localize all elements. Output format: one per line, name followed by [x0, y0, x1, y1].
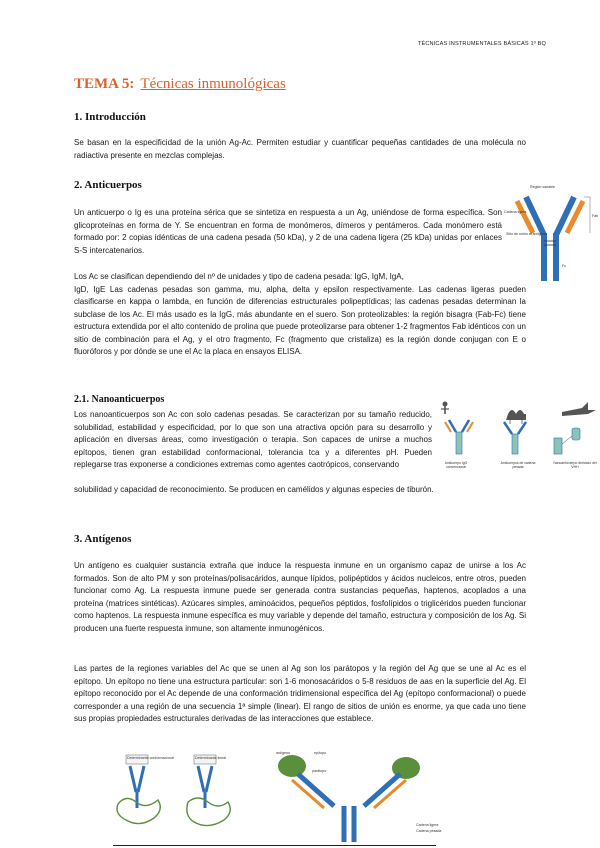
conformational-antibody-icon — [130, 766, 144, 808]
antigenos-paragraph-1: Un antígeno es cualquier sustancia extraña que induce la respuesta inmune en un organismo capaz de unirse a los Ac formados. Son de alto PM y son proteínas/polisacáridos, aunque lípidos, polipéptidos y ácidos nucleicos, entre otros, pueden funcionar como Ag. La respuesta inmune puede ser generada contra sustancias pequeñas, haptenos, acoplados a una proteína (matrices sintéticas). Azúcares simples, aminoácidos, pequeños péptidos, fosfolípidos o triglicéridos pueden funcionar como haptenos. La respuesta inmune específica es muy variable y depende del tamaño, estructura y composición de los Ag. Si producen una fuerte respuesta inmune, son altamente inmunogénicos. — [74, 561, 526, 633]
paratope-label-epitope: epítopo — [314, 751, 326, 755]
anticuerpos-paragraph-2a: Los Ac se clasifican dependiendo del nº de unidades y tipo de cadena pesada: IgG, IgM, IgA, — [74, 272, 404, 281]
antibody-label-light: Cadena ligera — [504, 210, 527, 214]
antibody-label-variable: Región variable — [530, 185, 555, 189]
paratope-heavy-chain-icon — [298, 774, 400, 842]
vhh-nanobody-icon — [554, 428, 580, 454]
nano-caption-igg: Anticuerpo IgG convencional — [444, 461, 468, 469]
antigenos-heading: 3. Antígenos — [74, 533, 132, 545]
conformational-antigen-icon — [117, 798, 160, 823]
anticuerpos-paragraph-2b: IgD, IgE Las cadenas pesadas son gamma, mu, alpha, delta y epsilon respectivamente. Las cadenas ligeras pueden clasificarse en kappa o lambda, en función de diferencias estructurales polipeptídicas; las cadenas pesadas determinan la subclase de los Ac. El más usado es la IgG, más abundante en el suero. Son proteolizables: la región bisagra (Fab-Fc) tiene estructura extendida por el alto contenido de prolina que puede proteolizarse para obtener 1-2 fragmentos Fab idénticos con un sitio de combinación para el Ag, y el otro fragmento, Fc (fragmento que cristaliza) es la región donde conjugan con E o fluoróforos y por dónde se une el Ac la placa en ensayos ELISA. — [74, 284, 526, 356]
conventional-igg-icon — [445, 420, 473, 454]
heavy-chain-antibody-icon — [504, 422, 526, 454]
paratope-figure — [274, 748, 444, 842]
epitope-label-conformational: Determinante conformacional — [127, 756, 174, 760]
title-number: TEMA 5: — [74, 76, 135, 92]
running-header: TÉCNICAS INSTRUMENTALES BÁSICAS 1º BQ — [417, 41, 546, 47]
antibody-structure-figure — [500, 183, 600, 291]
human-silhouette-icon — [441, 402, 449, 415]
antibody-label-site: Sitio de unión al antígeno — [506, 232, 547, 236]
antibody-label-fc: Fc — [562, 264, 566, 268]
antibody-heavy-chains — [526, 197, 574, 281]
epitope-types-figure — [112, 752, 262, 836]
linear-antibody-icon — [198, 766, 212, 808]
paratope-label-paratope: parátopo — [312, 769, 327, 773]
bottom-divider — [113, 845, 436, 846]
nano-heading: 2.1. Nanoanticuerpos — [74, 394, 165, 405]
title-name: Técnicas inmunológicas — [140, 76, 286, 92]
linear-antigen-icon — [187, 798, 230, 826]
nano-paragraph-2: solubilidad y capacidad de reconocimiento. Se producen en camélidos y algunas especies de tiburón. — [74, 485, 434, 494]
shark-silhouette-icon — [562, 402, 596, 416]
intro-text: Se basan en la especificidad de la unión Ag-Ac. Permiten estudiar y cuantificar pequeñas cantidades de una molécula no radiactiva presente en mezclas complejas. — [74, 138, 526, 160]
nano-caption-heavy: Anticuerpos de cadena pesada — [500, 461, 536, 469]
anticuerpos-paragraph-1: Un anticuerpo o Ig es una proteína sérica que se sintetiza en respuesta a un Ag, uniéndose de forma específica. Son glicoproteínas en forma de Y. Se encuentran en forma de monómeros, dímeros y pentámeros. Cada monómero está formado por: 2 copias idénticas de una cadena pesada (50 kDa), y 2 de una cadena ligera (25 kDa) unidas por enlaces S-S intercatenarios. — [74, 208, 502, 255]
antigenos-paragraph-2: Las partes de la regiones variables del Ac que se unen al Ag son los parátopos y la región del Ag que se une al Ac es el epítopo. Un epítopo no tiene una estructura particular: son 1-6 monosacáridos o 5-8 residuos de aas en la superficie del Ag. El epítopo reconocido por el Ac depende de una conformación tridimensional específica del Ag (epítopo conformacional) o puede corresponder a una región de una secuencia 1ª simple (linear). El rango de sitios de unión es enorme, ya que cada uno tiene sus propias propiedades estructurales derivadas de las interacciones que establece. — [74, 664, 526, 723]
nanobody-figure — [436, 398, 600, 470]
nano-caption-vhh: Nanoanticuerpo derivado del VHH — [553, 461, 597, 469]
antibody-label-fab: Fab — [592, 214, 599, 218]
nano-paragraph-1: Los nanoanticuerpos son Ac con solo cadenas pesadas. Se caracterizan por su tamaño reducido, solubilidad, estabilidad y especificidad, por lo que son una atractiva opción para su desarrollo y aplicación en diversas áreas, como investigación o terapia. Son capaces de unirse a muchos epítopos, tienen gran estabilidad conformacional, tolerancia tca y a diferentes pH. Pueden replegarse tras exponerse a condiciones extremas como agentes caotrópicos, conservando — [74, 410, 432, 469]
paratope-label-light: Cadena ligera — [416, 823, 439, 827]
camel-silhouette-icon — [506, 410, 526, 424]
paratope-label-antigen: antígeno — [276, 751, 290, 755]
epitope-label-linear: Determinante lineal — [195, 756, 226, 760]
paratope-label-heavy: Cadena pesada — [416, 829, 442, 833]
intro-heading: 1. Introducción — [74, 111, 146, 123]
anticuerpos-heading: 2. Anticuerpos — [74, 179, 142, 191]
page-title — [74, 76, 286, 93]
